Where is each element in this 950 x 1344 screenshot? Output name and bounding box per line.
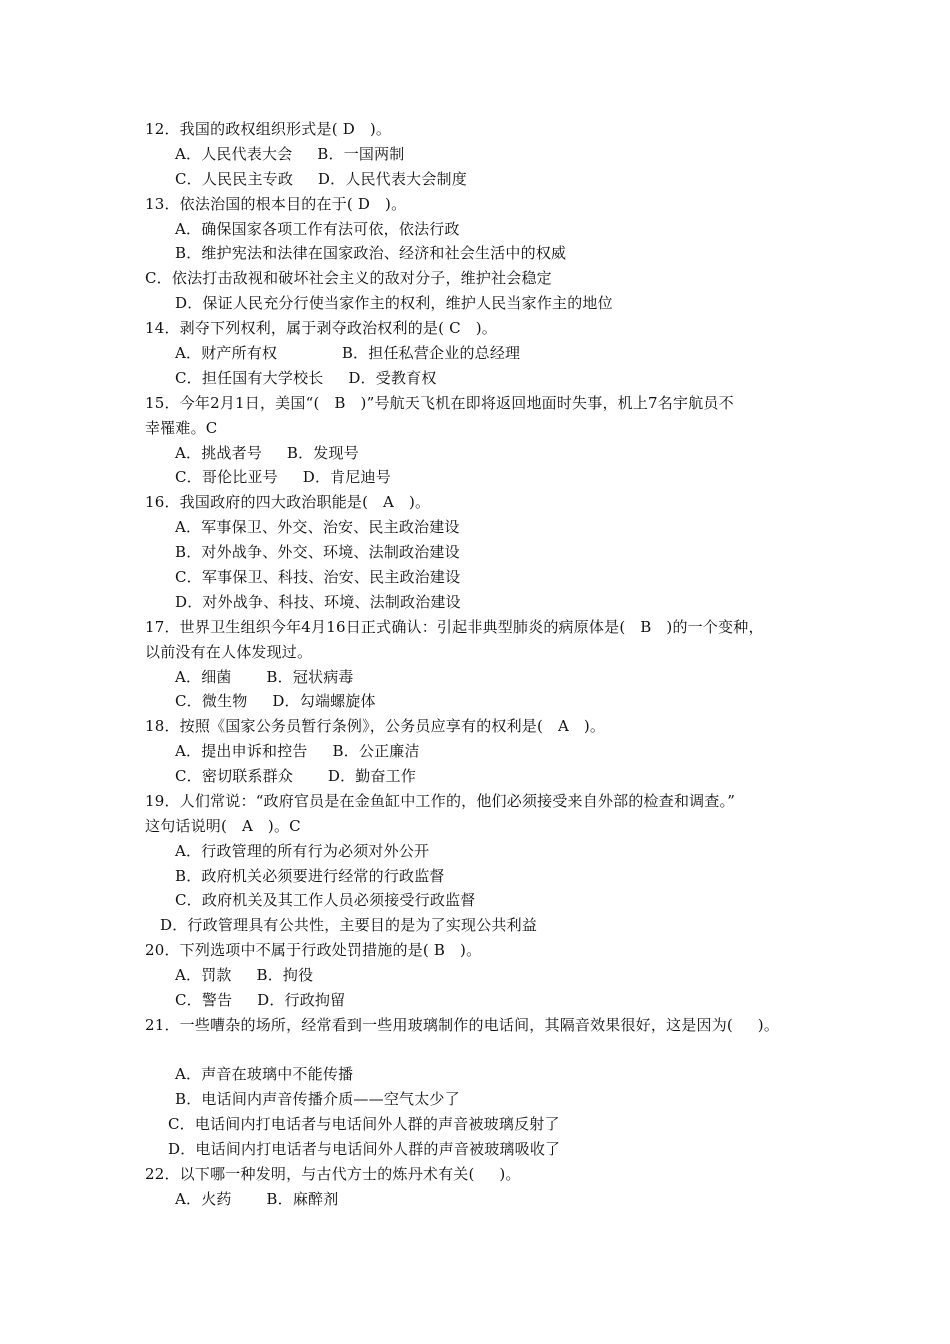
question-20-options-cd: C．警告 D．行政拘留: [175, 991, 346, 1009]
question-15-options-ab: A．挑战者号 B．发现号: [175, 444, 359, 462]
question-17-options-cd: C．微生物 D．勾端螺旋体: [175, 692, 376, 710]
question-20-options-ab: A．罚款 B．拘役: [175, 966, 314, 984]
question-19-stem: 19．人们常说：“政府官员是在金鱼缸中工作的，他们必须接受来自外部的检查和调查。”: [145, 792, 736, 810]
question-12-options-cd: C．人民民主专政 D．人民代表大会制度: [175, 170, 467, 188]
question-13-option-a: A．确保国家各项工作有法可依，依法行政: [175, 220, 460, 238]
question-12-options-ab: A．人民代表大会 B．一国两制: [175, 145, 405, 163]
question-16-option-d: D．对外战争、科技、环境、法制政治建设: [175, 593, 461, 611]
question-19-option-c: C．政府机关及其工作人员必须接受行政监督: [175, 891, 476, 909]
question-15-stem-continued: 幸罹难。C: [145, 419, 218, 437]
question-12-stem: 12．我国的政权组织形式是( D )。: [145, 120, 392, 138]
question-22-stem: 22．以下哪一种发明，与古代方士的炼丹术有关( )。: [145, 1165, 521, 1183]
question-13-option-c: C．依法打击敌视和破坏社会主义的敌对分子，维护社会稳定: [145, 269, 552, 287]
question-17-stem: 17．世界卫生组织今年4月16日正式确认：引起非典型肺炎的病原体是( B )的一个变种，: [145, 618, 764, 636]
question-21-option-d: D．电话间内打电话者与电话间外人群的声音被玻璃吸收了: [168, 1140, 561, 1158]
question-16-option-b: B．对外战争、外交、环境、法制政治建设: [175, 543, 460, 561]
question-16-option-c: C．军事保卫、科技、治安、民主政治建设: [175, 568, 461, 586]
question-14-stem: 14．剥夺下列权利，属于剥夺政治权利的是( C )。: [145, 319, 497, 337]
question-18-options-cd: C．密切联系群众 D．勤奋工作: [175, 767, 417, 785]
question-17-options-ab: A．细菌 B．冠状病毒: [175, 668, 354, 686]
question-18-options-ab: A．提出申诉和控告 B．公正廉洁: [175, 742, 420, 760]
question-14-options-cd: C．担任国有大学校长 D．受教育权: [175, 369, 437, 387]
question-21-option-b: B．电话间内声音传播介质——空气太少了: [175, 1090, 460, 1108]
question-21-option-c: C．电话间内打电话者与电话间外人群的声音被玻璃反射了: [168, 1115, 560, 1133]
question-21-stem: 21．一些嘈杂的场所，经常看到一些用玻璃制作的电话间，其隔音效果很好，这是因为( )。: [145, 1016, 780, 1034]
question-15-options-cd: C．哥伦比亚号 D．肯尼迪号: [175, 468, 391, 486]
question-22-options-ab: A．火药 B．麻醉剂: [175, 1190, 339, 1208]
question-13-option-b: B．维护宪法和法律在国家政治、经济和社会生活中的权威: [175, 244, 567, 262]
question-21-option-a: A．声音在玻璃中不能传播: [175, 1065, 354, 1083]
question-19-stem-continued: 这句话说明( A )。C: [145, 817, 301, 835]
question-19-option-b: B．政府机关必须要进行经常的行政监督: [175, 867, 445, 885]
question-20-stem: 20．下列选项中不属于行政处罚措施的是( B )。: [145, 941, 482, 959]
question-19-option-a: A．行政管理的所有行为必须对外公开: [175, 842, 430, 860]
question-15-stem: 15．今年2月1日，美国“( B )”号航天飞机在即将返回地面时失事，机上7名宇航员不: [145, 394, 734, 412]
question-14-options-ab: A．财产所有权 B．担任私营企业的总经理: [175, 344, 521, 362]
question-13-stem: 13．依法治国的根本目的在于( D )。: [145, 195, 407, 213]
question-13-option-d: D．保证人民充分行使当家作主的权利，维护人民当家作主的地位: [175, 294, 613, 312]
question-17-stem-continued: 以前没有在人体发现过。: [145, 643, 313, 661]
question-18-stem: 18．按照《国家公务员暂行条例》，公务员应享有的权利是( A )。: [145, 717, 606, 735]
question-16-option-a: A．军事保卫、外交、治安、民主政治建设: [175, 518, 460, 536]
question-16-stem: 16．我国政府的四大政治职能是( A )。: [145, 493, 431, 511]
question-19-option-d: D．行政管理具有公共性，主要目的是为了实现公共利益: [160, 916, 538, 934]
